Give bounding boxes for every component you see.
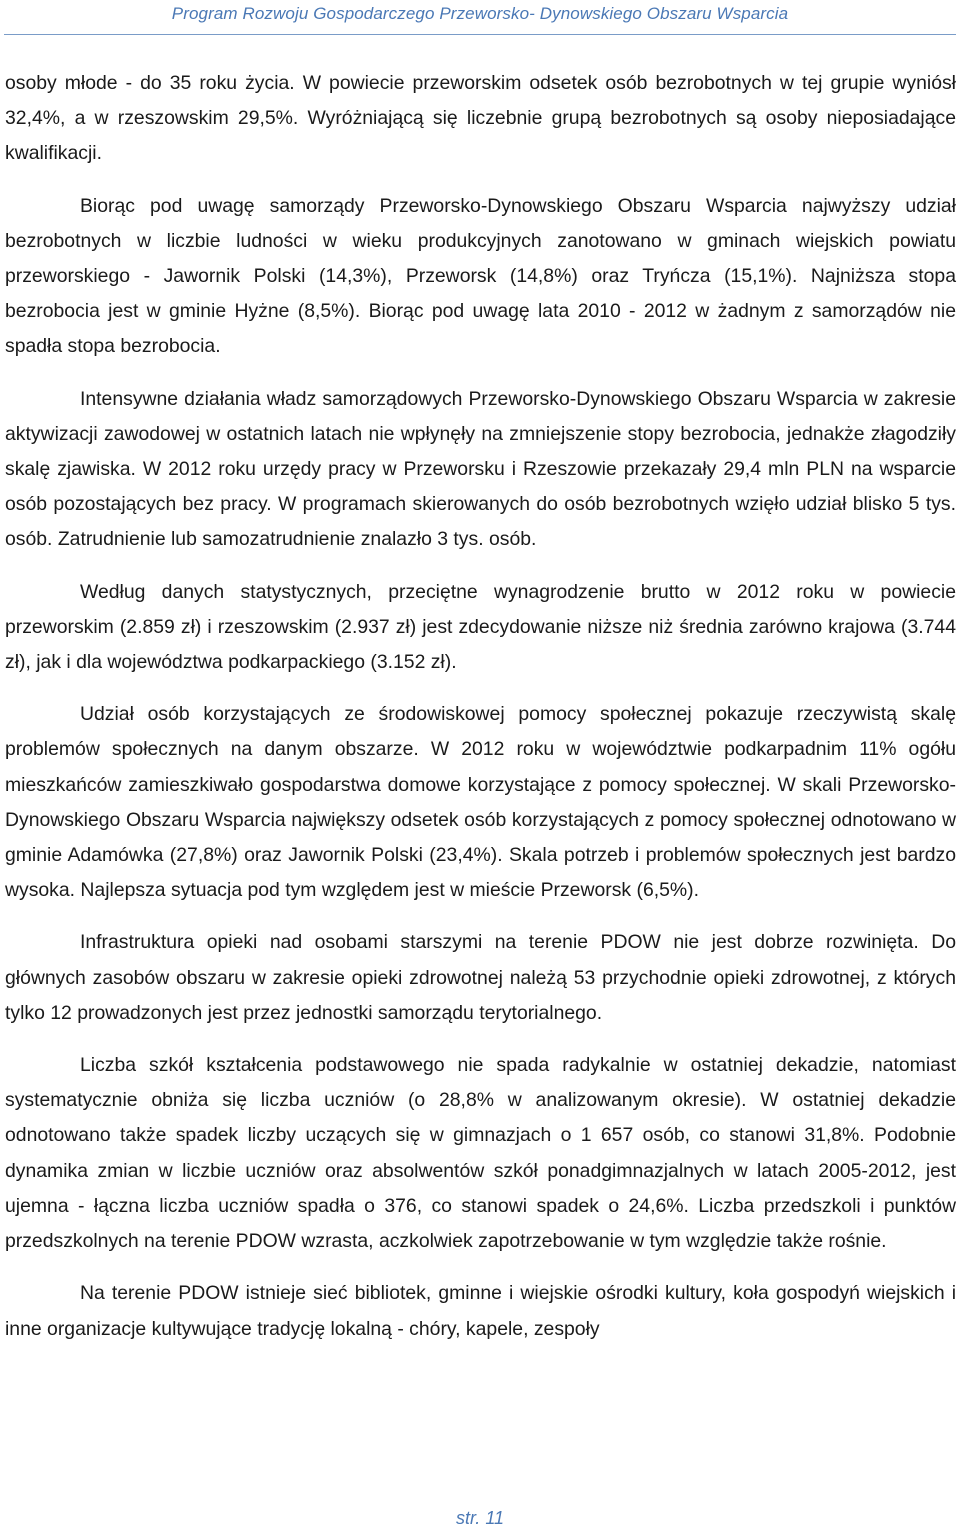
paragraph-culture: Na terenie PDOW istnieje sieć bibliotek, gminne i wiejskie ośrodki kultury, koła gospodyń wiejskich i inne organizacje kultywujące tradycję lokalną - chóry, kapele, zespoły: [5, 1282, 956, 1340]
paragraph-healthcare: Infrastruktura opieki nad osobami starszymi na terenie PDOW nie jest dobrze rozwinięta. Do głównych zasobów obszaru w zakresie opieki zdrowotnej należą 53 przychodnie opieki zdrowotnej, z których tylko 12 prowadzonych jest przez jednostki samorządu terytorialnego.: [5, 931, 956, 1024]
header-divider: [4, 34, 956, 35]
page-body: [5, 66, 956, 1364]
paragraph-labour-activation: Intensywne działania władz samorządowych Przeworsko-Dynowskiego Obszaru Wsparcia w zakresie aktywizacji zawodowej w ostatnich latach nie wpłynęły na zmniejszenie stopy bezrobocia, jednakże złagodziły skalę zjawiska. W 2012 roku urzędy pracy w Przeworsku i Rzeszowie przekazały 29,4 mln PLN na wsparcie osób pozostających bez pracy. W programach skierowanych do osób bezrobotnych wzięło udział blisko 5 tys. osób. Zatrudnienie lub samozatrudnienie znalazło 3 tys. osób.: [5, 387, 956, 551]
page-header: [0, 0, 960, 32]
paragraph-unemployment-municipalities: Biorąc pod uwagę samorządy Przeworsko-Dynowskiego Obszaru Wsparcia najwyższy udział bezrobotnych w liczbie ludności w wieku produkcyjnych zanotowano w gminach wiejskich powiatu przeworskiego - Jawornik Polski (14,3%), Przeworsk (14,8%) oraz Tryńcza (15,1%). Najniższa stopa bezrobocia jest w gminie Hyżne (8,5%). Biorąc pod uwagę lata 2010 - 2012 w żadnym z samorządów nie spadła stopa bezrobocia.: [5, 194, 956, 358]
document-title: Program Rozwoju Gospodarczego Przeworsko- Dynowskiego Obszaru Wsparcia: [171, 4, 789, 23]
paragraph-continuation: osoby młode - do 35 roku życia. W powiecie przeworskim odsetek osób bezrobotnych w tej grupie wyniósł 32,4%, a w rzeszowskim 29,5%. Wyróżniającą się liczebnie grupą bezrobotnych są osoby nieposiadające kwalifikacji.: [5, 72, 956, 165]
paragraph-wages: Według danych statystycznych, przeciętne wynagrodzenie brutto w 2012 roku w powiecie przeworskim (2.859 zł) i rzeszowskim (2.937 zł) jest zdecydowanie niższe niż średnia zarówno krajowa (3.744 zł), jak i dla województwa podkarpackiego (3.152 zł).: [5, 580, 956, 674]
paragraph-social-assistance: Udział osób korzystających ze środowiskowej pomocy społecznej pokazuje rzeczywistą skalę problemów społecznych na danym obszarze. W 2012 roku w województwie podkarpadnim 11% ogółu mieszkańców zamieszkiwało gospodarstwa domowe korzystające z pomocy społecznej. W skali Przeworsko-Dynowskiego Obszaru Wsparcia największy odsetek osób korzystających z pomocy społecznej odnotowano w gminie Adamówka (27,8%) oraz Jawornik Polski (23,4%). Skala potrzeb i problemów społecznych jest bardzo wysoka. Najlepsza sytuacja pod tym względem jest w mieście Przeworsk (6,5%).: [5, 703, 956, 902]
paragraph-education: Liczba szkół kształcenia podstawowego nie spada radykalnie w ostatniej dekadzie, natomiast systematycznie obniża się liczba uczniów (o 28,8% w analizowanym okresie). W ostatniej dekadzie odnotowano także spadek liczby uczących się w gimnazjach o 1 657 osób, co stanowi 31,8%. Podobnie dynamika zmian w liczbie uczniów oraz absolwentów szkół ponadgimnazjalnych w latach 2005-2012, jest ujemna - łączna liczba uczniów spadła o 376, co stanowi spadek o 24,6%. Liczba przedszkoli i punktów przedszkolnych na terenie PDOW wzrasta, aczkolwiek zapotrzebowanie w tym względzie także rośnie.: [5, 1054, 956, 1253]
page-number: str. 11: [455, 1508, 504, 1528]
